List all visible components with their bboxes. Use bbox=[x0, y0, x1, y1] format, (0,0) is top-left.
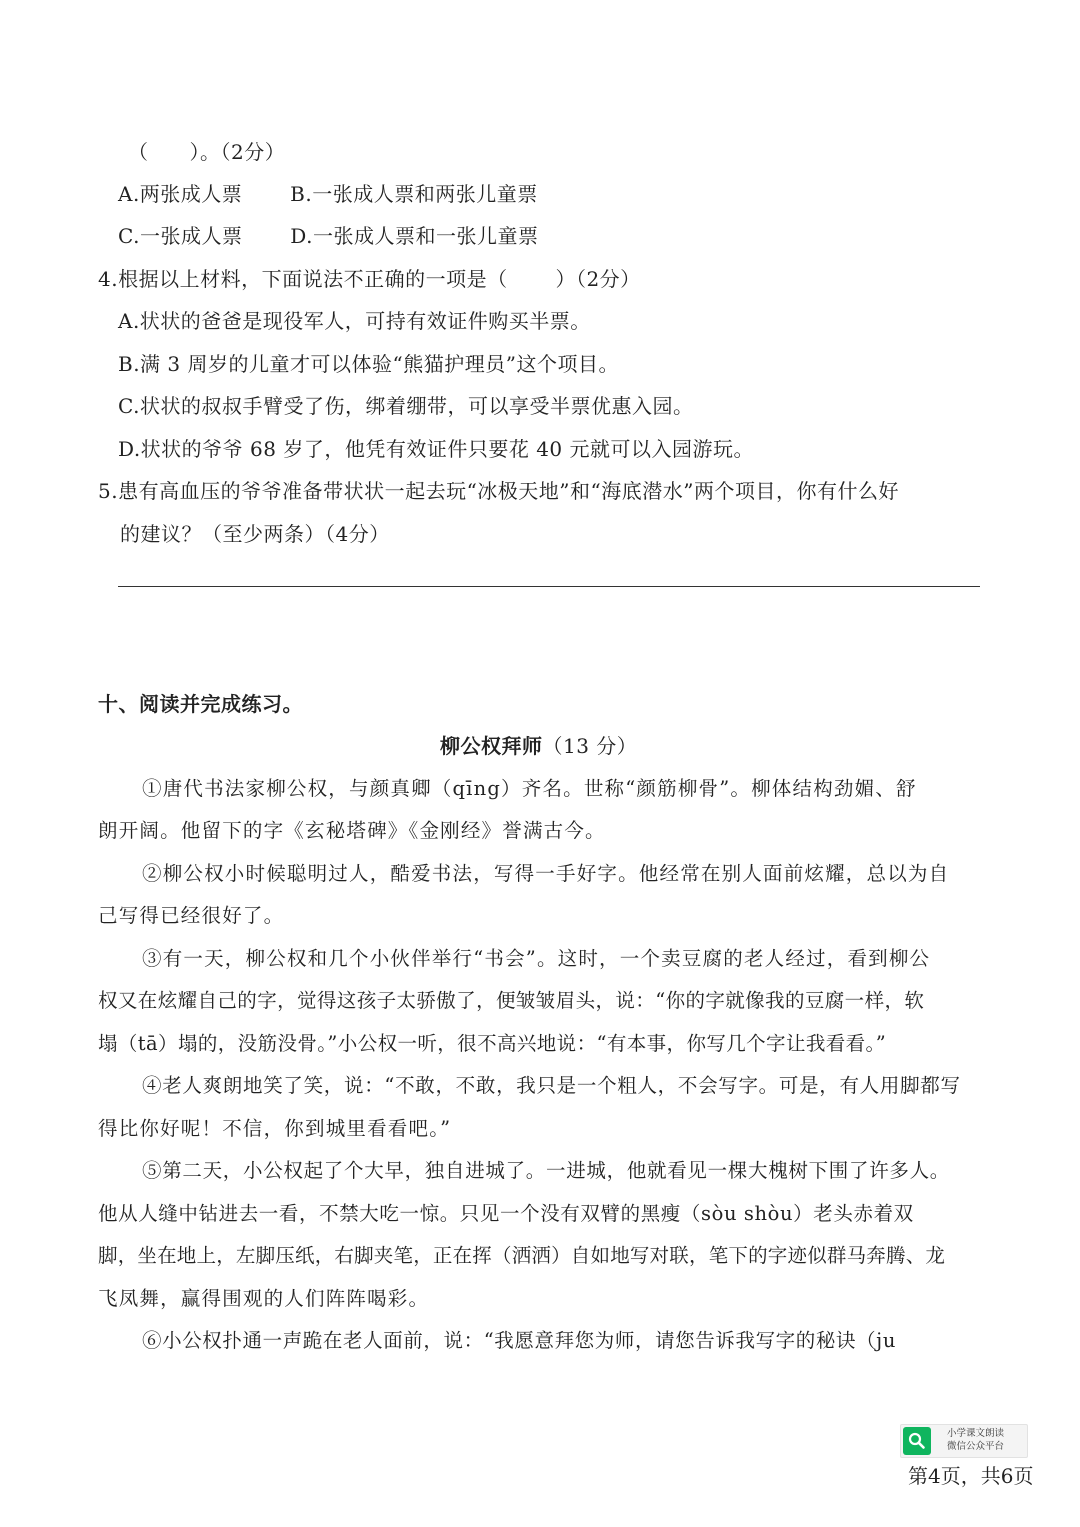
passage-line: 权又在炫耀自己的字，觉得这孩子太骄傲了，便皱皱眉头，说：“你的字就像我的豆腐一样，软 bbox=[98, 989, 925, 1012]
passage-line: 塌（tā）塌的，没筋没骨。”小公权一听，很不高兴地说：“有本事，你写几个字让我看看。” bbox=[98, 1032, 887, 1055]
passage-score: （13 分） bbox=[542, 734, 638, 758]
q5-answer-line[interactable] bbox=[118, 586, 980, 587]
search-icon bbox=[903, 1427, 931, 1455]
passage-line: 朗开阔。他留下的字《玄秘塔碑》《金刚经》誉满古今。 bbox=[98, 819, 606, 842]
q4-option-a: A.状状的爸爸是现役军人，可持有效证件购买半票。 bbox=[118, 309, 591, 333]
passage-line: ①唐代书法家柳公权，与颜真卿（qīng）齐名。世称“颜筋柳骨”。柳体结构劲媚、舒 bbox=[142, 777, 917, 800]
passage-title-row bbox=[440, 732, 637, 760]
badge-line1: 小学课文朗读 bbox=[947, 1428, 1005, 1439]
passage-title: 柳公权拜师 bbox=[440, 734, 543, 758]
q3-stem-tail: （ ）。（2分） bbox=[128, 140, 286, 164]
passage-line: 他从人缝中钻进去一看，不禁大吃一惊。只见一个没有双臂的黑瘦（sòu shòu）老头赤着双 bbox=[98, 1202, 914, 1225]
passage-line: ⑤第二天，小公权起了个大早，独自进城了。一进城，他就看见一棵大槐树下围了许多人。 bbox=[142, 1159, 951, 1182]
passage-line: 飞凤舞，赢得围观的人们阵阵喝彩。 bbox=[98, 1287, 430, 1310]
passage-line: 己写得已经很好了。 bbox=[98, 904, 285, 927]
passage-line: ④老人爽朗地笑了笑，说：“不敢，不敢，我只是一个粗人，不会写字。可是，有人用脚都写 bbox=[142, 1074, 961, 1097]
q4-option-b: B.满 3 周岁的儿童才可以体验“熊猫护理员”这个项目。 bbox=[118, 352, 619, 376]
q3-options-row1: A.两张成人票 B.一张成人票和两张儿童票 bbox=[118, 182, 538, 206]
badge-text bbox=[947, 1427, 1004, 1453]
q5-stem-line1: 5.患有高血压的爷爷准备带状状一起去玩“冰极天地”和“海底潜水”两个项目，你有什么好 bbox=[98, 479, 899, 503]
passage-line: 脚，坐在地上，左脚压纸，右脚夹笔，正在挥（洒洒）自如地写对联，笔下的字迹似群马奔腾、龙 bbox=[98, 1244, 946, 1267]
passage-line: ③有一天，柳公权和几个小伙伴举行“书会”。这时，一个卖豆腐的老人经过，看到柳公 bbox=[142, 947, 931, 970]
q5-stem-line2: 的建议？（至少两条）（4分） bbox=[120, 522, 390, 546]
passage-line: 得比你好呢！不信，你到城里看看吧。” bbox=[98, 1117, 452, 1140]
section-heading: 十、阅读并完成练习。 bbox=[98, 692, 303, 716]
q3-options-row2: C.一张成人票 D.一张成人票和一张儿童票 bbox=[118, 224, 539, 248]
q4-option-c: C.状状的叔叔手臂受了伤，绑着绷带，可以享受半票优惠入园。 bbox=[118, 394, 694, 418]
page-number: 第4页，共6页 bbox=[908, 1464, 1034, 1488]
passage-line: ⑥小公权扑通一声跪在老人面前，说：“我愿意拜您为师，请您告诉我写字的秘诀（ju bbox=[142, 1329, 896, 1352]
q4-option-d: D.状状的爷爷 68 岁了，他凭有效证件只要花 40 元就可以入园游玩。 bbox=[118, 437, 755, 461]
wechat-badge bbox=[900, 1424, 1028, 1458]
badge-line2: 微信公众平台 bbox=[947, 1441, 1005, 1452]
q4-stem: 4.根据以上材料，下面说法不正确的一项是（ ）（2分） bbox=[98, 267, 641, 291]
passage-line: ②柳公权小时候聪明过人，酷爱书法，写得一手好字。他经常在别人面前炫耀，总以为自 bbox=[142, 862, 950, 885]
